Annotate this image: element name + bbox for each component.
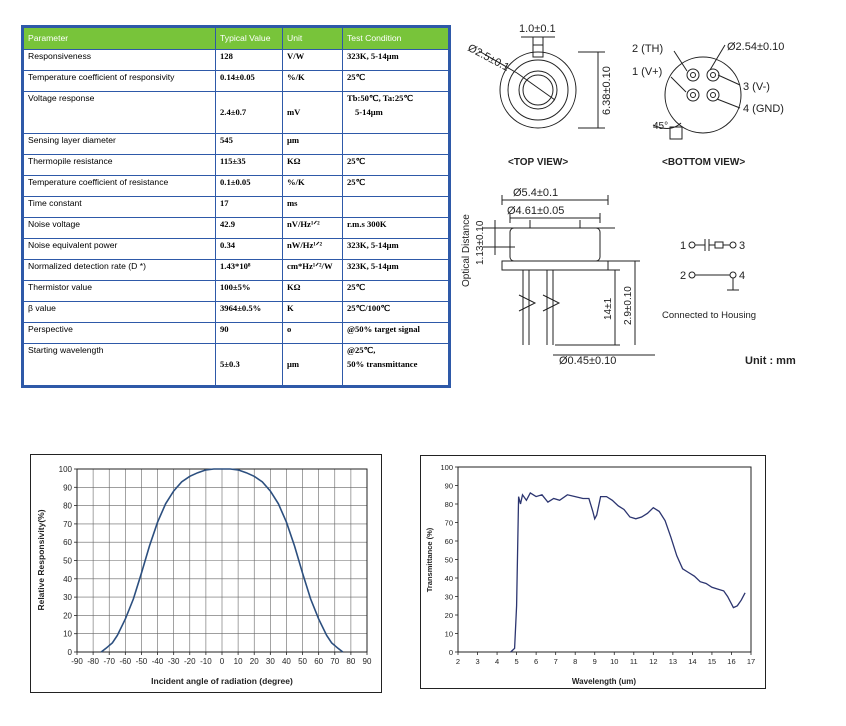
spec-unit-text: μm (287, 135, 300, 145)
transmittance-chart-xlabel: Wavelength (um) (571, 677, 637, 686)
schematic-pin-1: 1 (680, 240, 687, 252)
spec-condition-text: 25℃ (347, 72, 366, 82)
x-tick-label: -40 (151, 657, 164, 666)
y-tick-label: 30 (444, 592, 453, 602)
spec-param (24, 302, 216, 323)
spec-table (21, 25, 451, 388)
spec-unit-text: KΩ (287, 156, 301, 166)
transmittance-chart-plot-frame (458, 467, 751, 652)
spec-param-text: Time constant (28, 198, 82, 208)
spec-value (216, 92, 283, 134)
x-tick-label: 50 (298, 657, 308, 666)
x-tick-label: 5 (514, 657, 519, 666)
bottom-view-label: <BOTTOM VIEW> (662, 157, 746, 168)
side-dim-inner: Ø4.61±0.05 (507, 205, 565, 217)
bottom-pin-1-label: 1 (V+) (632, 66, 663, 78)
bottom-pin-4-label: 4 (GND) (743, 103, 784, 115)
top-dim-diameter: Ø2.5±0.1 (465, 42, 512, 74)
spec-condition-text: 323K, 5-14μm (347, 51, 399, 61)
top-view-label: <TOP VIEW> (508, 157, 569, 168)
spec-condition (343, 260, 449, 281)
spec-condition-text: 25℃ (347, 282, 366, 292)
spec-value (216, 134, 283, 155)
spec-param-text: Normalized detection rate (D *) (28, 261, 146, 271)
bottom-pin-3-label: 3 (V-) (743, 81, 770, 93)
spec-value (216, 50, 283, 71)
spec-condition-line2: 50% transmittance (347, 358, 418, 369)
y-tick-label: 90 (444, 481, 453, 491)
spec-param-text: Noise equivalent power (28, 240, 118, 250)
spec-value-text: 0.14±0.05 (220, 72, 255, 82)
spec-condition-text: Tb:50℃, Ta:25℃ (347, 93, 414, 103)
spec-unit-text: %/K (287, 72, 305, 82)
angle-chart-ylabel: Relative Responsivity(%) (36, 509, 46, 611)
x-tick-label: 12 (649, 657, 658, 666)
spec-param-text: Temperature coefficient of resistance (28, 177, 169, 187)
x-tick-label: 16 (727, 657, 736, 666)
spec-param (24, 50, 216, 71)
spec-condition (343, 92, 449, 134)
spec-condition (343, 176, 449, 197)
y-tick-label: 40 (63, 574, 72, 584)
x-tick-label: -60 (119, 657, 132, 666)
schematic-note: Connected to Housing (662, 310, 757, 321)
schematic-pin-3: 3 (739, 240, 746, 252)
x-tick-label: -70 (103, 657, 116, 666)
spec-unit-text: V/W (287, 51, 305, 61)
spec-unit (283, 218, 343, 239)
spec-unit (283, 344, 343, 386)
spec-value-text: 1.43*10⁸ (220, 261, 251, 271)
x-tick-label: 14 (688, 657, 697, 666)
top-dim-tab: 1.0±0.1 (519, 23, 556, 35)
spec-row (24, 281, 449, 302)
angle-chart-panel (30, 454, 382, 693)
spec-condition-line2: 5-14μm (355, 106, 383, 117)
header-parameter: Parameter (24, 28, 216, 50)
spec-value-text: 545 (220, 135, 233, 145)
spec-condition-text: 25℃ (347, 177, 366, 187)
x-tick-label: -10 (200, 657, 212, 666)
spec-condition (343, 323, 449, 344)
spec-condition (343, 239, 449, 260)
y-tick-label: 60 (63, 538, 72, 548)
y-tick-label: 70 (444, 518, 453, 528)
spec-row (24, 197, 449, 218)
spec-unit (283, 281, 343, 302)
package-drawing (455, 15, 840, 375)
spec-param-text: Responsiveness (28, 51, 92, 61)
y-tick-label: 0 (67, 648, 72, 657)
side-dim-pin-diameter: Ø0.45±0.10 (559, 355, 617, 367)
spec-condition-text: 323K, 5-14μm (347, 261, 399, 271)
spec-unit (283, 92, 343, 134)
spec-value-text: 100±5% (220, 282, 251, 292)
x-tick-label: 9 (592, 657, 597, 666)
spec-unit-text: nV/Hz¹ᐟ² (287, 219, 320, 229)
spec-unit-text: KΩ (287, 282, 301, 292)
spec-row (24, 302, 449, 323)
spec-value-text: 115±35 (220, 156, 246, 166)
spec-param (24, 176, 216, 197)
transmittance-chart-ylabel: Transmittance (%) (425, 527, 434, 593)
x-tick-label: -20 (183, 657, 196, 666)
transmittance-chart-panel (420, 455, 766, 689)
spec-row (24, 323, 449, 344)
spec-row (24, 134, 449, 155)
spec-value (216, 323, 283, 344)
x-tick-label: 17 (746, 657, 756, 666)
spec-param-text: Temperature coefficient of responsivity (28, 72, 175, 82)
y-tick-label: 80 (444, 500, 453, 509)
spec-row (24, 218, 449, 239)
spec-unit (283, 71, 343, 92)
x-tick-label: 10 (233, 657, 243, 666)
bottom-pin-2-label: 2 (TH) (632, 43, 664, 55)
spec-value (216, 260, 283, 281)
spec-param (24, 218, 216, 239)
spec-condition-text: 25℃ (347, 156, 366, 166)
spec-value-text: 42.9 (220, 219, 236, 229)
spec-row (24, 260, 449, 281)
y-tick-label: 30 (63, 593, 72, 603)
spec-param (24, 71, 216, 92)
y-tick-label: 70 (63, 519, 72, 529)
schematic-pin-2: 2 (680, 270, 687, 282)
spec-param-text: Thermopile resistance (28, 156, 113, 166)
spec-condition-text: @50% target signal (347, 324, 420, 334)
spec-value (216, 155, 283, 176)
x-tick-label: 10 (610, 657, 619, 666)
spec-value-text: 17 (220, 198, 229, 208)
spec-param-text: Perspective (28, 324, 73, 334)
side-dim-outer: Ø5.4±0.1 (513, 187, 559, 199)
y-tick-label: 40 (444, 574, 453, 583)
spec-condition (343, 218, 449, 239)
spec-value (216, 281, 283, 302)
spec-unit-text: o (287, 324, 292, 334)
spec-unit-text: cm*Hz¹ᐟ²/W (287, 261, 333, 271)
spec-value (216, 239, 283, 260)
spec-value-text: 0.1±0.05 (220, 177, 251, 187)
spec-body (24, 50, 449, 386)
x-tick-label: -50 (135, 657, 148, 666)
spec-param-text: Starting wavelength (28, 345, 104, 355)
spec-unit (283, 260, 343, 281)
spec-param-text: Sensing layer diameter (28, 135, 116, 145)
schematic-pin-4: 4 (739, 270, 746, 282)
x-tick-label: 30 (265, 657, 275, 666)
x-tick-label: 90 (362, 657, 372, 666)
y-tick-label: 10 (63, 629, 72, 639)
x-tick-label: 13 (668, 657, 678, 666)
spec-unit-text: μm (287, 359, 300, 370)
x-tick-label: -80 (87, 657, 99, 666)
y-tick-label: 100 (440, 463, 453, 472)
spec-condition (343, 197, 449, 218)
spec-value (216, 176, 283, 197)
spec-condition (343, 134, 449, 155)
y-tick-label: 80 (63, 501, 72, 511)
spec-condition-text: @25℃, (347, 345, 376, 355)
y-tick-label: 0 (448, 648, 453, 657)
spec-condition-text: 25℃/100℃ (347, 303, 391, 313)
x-tick-label: 0 (219, 657, 225, 666)
spec-row (24, 344, 449, 386)
spec-table-grid (23, 27, 449, 386)
x-tick-label: 2 (455, 657, 461, 666)
angle-chart-xlabel: Incident angle of radiation (degree) (151, 676, 293, 686)
spec-value (216, 218, 283, 239)
y-tick-label: 20 (63, 611, 72, 621)
spec-row (24, 71, 449, 92)
spec-unit (283, 155, 343, 176)
angle-chart (31, 455, 381, 692)
spec-value (216, 344, 283, 386)
x-tick-label: 60 (314, 657, 324, 666)
unit-label: Unit : mm (745, 355, 796, 367)
x-tick-label: 3 (475, 657, 480, 666)
spec-header-row (24, 28, 449, 50)
spec-param (24, 197, 216, 218)
spec-unit-text: nW/Hz¹ᐟ² (287, 240, 323, 250)
spec-value-text: 128 (220, 51, 233, 61)
bottom-pin-spacing: Ø2.54±0.10 (727, 41, 785, 53)
spec-unit (283, 302, 343, 323)
spec-param-text: Voltage response (28, 93, 95, 103)
spec-unit-text: ms (287, 198, 298, 208)
spec-param (24, 344, 216, 386)
spec-unit (283, 176, 343, 197)
y-tick-label: 10 (444, 629, 453, 639)
spec-param (24, 155, 216, 176)
spec-value-text: 3964±0.5% (220, 303, 262, 313)
spec-param (24, 134, 216, 155)
x-tick-label: -30 (167, 657, 180, 666)
top-dim-height: 6.38±0.10 (601, 66, 613, 115)
bottom-angle: 45° (653, 121, 669, 132)
spec-condition (343, 344, 449, 386)
spec-param (24, 239, 216, 260)
spec-row (24, 239, 449, 260)
x-tick-label: 15 (707, 657, 717, 666)
spec-condition (343, 302, 449, 323)
x-tick-label: 8 (573, 657, 578, 666)
x-tick-label: 80 (346, 657, 356, 666)
spec-value-text: 5±0.3 (220, 359, 240, 370)
x-tick-label: 70 (330, 657, 340, 666)
spec-param (24, 323, 216, 344)
spec-condition-text: 323K, 5-14μm (347, 240, 399, 250)
x-tick-label: 6 (534, 657, 539, 666)
side-dim-pin-length: 14±1 (603, 297, 614, 320)
spec-row (24, 92, 449, 134)
spec-condition (343, 155, 449, 176)
header-test-condition: Test Condition (343, 28, 449, 50)
spec-unit (283, 50, 343, 71)
transmittance-chart (421, 456, 765, 688)
spec-unit-text: K (287, 303, 294, 313)
y-tick-label: 100 (58, 465, 72, 474)
spec-condition (343, 281, 449, 302)
x-tick-label: 4 (494, 657, 500, 666)
x-tick-label: 7 (553, 657, 558, 666)
spec-param-text: Thermistor value (28, 282, 92, 292)
transmittance-chart-series-line (511, 493, 745, 652)
x-tick-label: 11 (629, 657, 638, 666)
side-dim-body: 2.9±0.10 (623, 286, 634, 325)
spec-param (24, 260, 216, 281)
spec-unit (283, 134, 343, 155)
x-tick-label: 40 (281, 657, 291, 666)
spec-param (24, 281, 216, 302)
optical-distance-value: 1.13±0.10 (475, 220, 486, 265)
spec-value (216, 197, 283, 218)
spec-unit (283, 323, 343, 344)
spec-unit (283, 197, 343, 218)
side-view-outline (483, 195, 655, 355)
spec-value (216, 71, 283, 92)
header-unit: Unit (283, 28, 343, 50)
spec-unit-text: %/K (287, 177, 305, 187)
spec-condition (343, 71, 449, 92)
spec-value (216, 302, 283, 323)
spec-param-text: β value (28, 303, 56, 313)
y-tick-label: 20 (444, 611, 453, 620)
spec-value-text: 90 (220, 324, 229, 334)
spec-unit (283, 239, 343, 260)
spec-condition (343, 50, 449, 71)
y-tick-label: 90 (63, 483, 72, 493)
y-tick-label: 50 (63, 556, 72, 566)
x-tick-label: -90 (71, 657, 83, 666)
optical-distance-label: Optical Distance (461, 214, 472, 287)
spec-value-text: 2.4±0.7 (220, 107, 247, 118)
spec-param (24, 92, 216, 134)
spec-unit-text: mV (287, 107, 301, 118)
top-view-outline (479, 37, 605, 128)
spec-row (24, 176, 449, 197)
spec-param-text: Noise voltage (28, 219, 81, 229)
pin-schematic (689, 239, 739, 290)
spec-row (24, 50, 449, 71)
spec-condition-text: r.m.s 300K (347, 219, 387, 229)
x-tick-label: 20 (249, 657, 259, 666)
y-tick-label: 50 (444, 555, 453, 565)
spec-value-text: 0.34 (220, 240, 236, 250)
header-typical-value: Typical Value (216, 28, 283, 50)
spec-row (24, 155, 449, 176)
y-tick-label: 60 (444, 537, 453, 546)
